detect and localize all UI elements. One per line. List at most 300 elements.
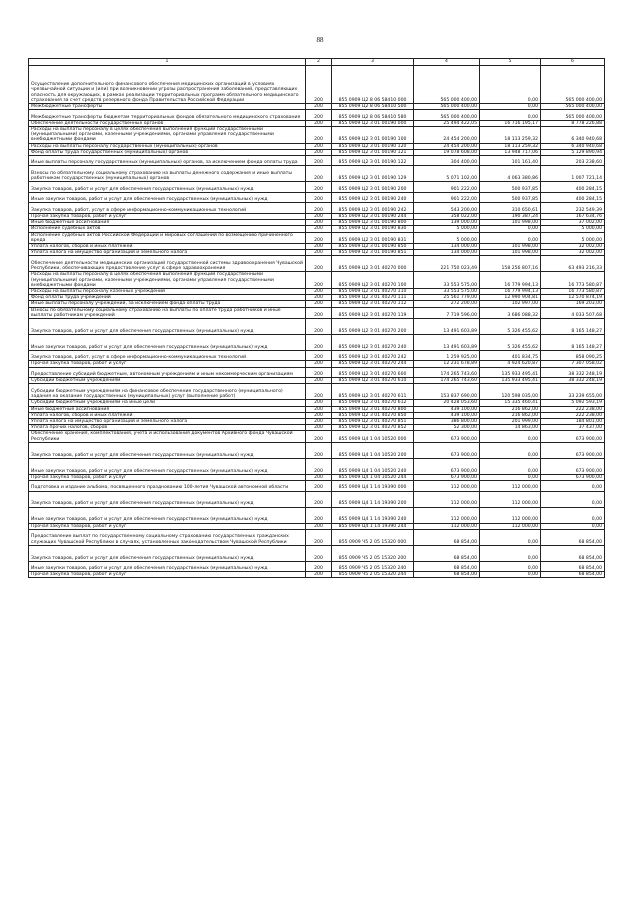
row-approved-amount-cell: 7 719 596,00 <box>414 307 480 318</box>
row-code-cell: 200 <box>306 104 332 110</box>
row-code-cell: 200 <box>306 334 332 350</box>
row-unexecuted-amount-cell: 203 238,60 <box>541 155 605 166</box>
row-executed-amount-cell: 101 998,00 <box>480 250 541 256</box>
row-name-cell: Обеспечение деятельности медицинских организаций государственной системы здравоохранения Чувашской Республики, обеспечивающих предоставление услуг в сфере здравоохранения <box>29 256 306 272</box>
row-executed-amount-cell: 101 998,00 <box>480 220 541 226</box>
row-executed-amount-cell: 401 834,75 <box>480 350 541 361</box>
row-name-cell: Прочая закупка товаров, работ и услуг <box>29 572 306 578</box>
row-name-cell: Предоставление субсидий бюджетным, автономным учреждениям и иным некоммерческим организациям <box>29 367 306 378</box>
row-unexecuted-amount-cell: 6 340 940,68 <box>541 143 605 149</box>
row-executed-amount-cell: 0,00 <box>480 442 541 458</box>
row-executed-amount-cell: 15 335 460,41 <box>480 400 541 406</box>
row-approved-amount-cell: 25 561 779,00 <box>414 295 480 301</box>
row-approved-amount-cell: 25 494 422,05 <box>414 120 480 126</box>
row-name-cell: Прочая закупка товаров, работ и услуг <box>29 213 306 219</box>
row-unexecuted-amount-cell: 400 284,15 <box>541 182 605 193</box>
table-row <box>29 400 605 406</box>
row-executed-amount-cell: 216 862,00 <box>480 406 541 412</box>
table-row <box>29 288 605 294</box>
row-approved-amount-cell: 174 265 743,60 <box>414 367 480 378</box>
row-approved-amount-cell: 24 454 200,00 <box>414 143 480 149</box>
row-classification-code-cell: 855 0909 Ц4 1 04 10520 244 <box>332 474 414 480</box>
row-unexecuted-amount-cell: 6 340 940,68 <box>541 126 605 143</box>
row-classification-code-cell: 855 0909 Ц2 З 01 00190 244 <box>332 213 414 219</box>
row-name-cell: Иные бюджетные ассигнования <box>29 406 306 412</box>
row-code-cell: 200 <box>306 367 332 378</box>
row-classification-code-cell: 855 0909 Ц2 З 01 00190 121 <box>332 149 414 155</box>
row-code-cell: 200 <box>306 361 332 367</box>
table-row <box>29 318 605 334</box>
row-code-cell: 200 <box>306 182 332 193</box>
row-executed-amount-cell: 120 598 035,00 <box>480 384 541 400</box>
row-code-cell: 200 <box>306 474 332 480</box>
row-unexecuted-amount-cell: 16 773 580,87 <box>541 288 605 294</box>
row-code-cell: 200 <box>306 232 332 243</box>
row-name-cell: Иные закупки товаров, работ и услуг для обеспечения государственных (муниципальных) нужд <box>29 561 306 572</box>
row-classification-code-cell: 855 0909 Ц4 1 14 19390 000 <box>332 481 414 492</box>
row-code-cell: 200 <box>306 418 332 424</box>
row-name-cell: Закупка товаров, работ и услуг для обеспечения государственных (муниципальных) нужд <box>29 491 306 507</box>
row-classification-code-cell: 855 0909 Ц2 З 01 40270 111 <box>332 295 414 301</box>
row-name-cell: Иные бюджетные ассигнования <box>29 220 306 226</box>
row-approved-amount-cell: 68 854,00 <box>414 572 480 578</box>
table-body <box>29 66 605 578</box>
row-name-cell: Прочая закупка товаров, работ и услуг <box>29 361 306 367</box>
table-row <box>29 272 605 289</box>
row-name-cell: Прочая закупка товаров, работ и услуг <box>29 523 306 529</box>
row-executed-amount-cell: 0,00 <box>480 104 541 110</box>
table-row <box>29 166 605 182</box>
row-approved-amount-cell: 5 000,00 <box>414 232 480 243</box>
row-unexecuted-amount-cell: 68 854,00 <box>541 529 605 545</box>
row-classification-code-cell: 855 0909 Ц2 З 01 40270 100 <box>332 272 414 289</box>
table-row <box>29 491 605 507</box>
row-code-cell: 200 <box>306 226 332 232</box>
row-unexecuted-amount-cell: 32 002,00 <box>541 250 605 256</box>
row-approved-amount-cell: 673 900,00 <box>414 431 480 442</box>
row-unexecuted-amount-cell: 68 854,00 <box>541 561 605 572</box>
row-approved-amount-cell: 543 200,00 <box>414 203 480 214</box>
table-row <box>29 561 605 572</box>
row-name-cell: Иные закупки товаров, работ и услуг для обеспечения государственных (муниципальных) нужд <box>29 192 306 203</box>
row-code-cell: 200 <box>306 545 332 561</box>
row-code-cell: 200 <box>306 66 332 104</box>
table-header-row <box>29 59 605 66</box>
row-classification-code-cell: 855 0909 Ц2 З 01 00190 100 <box>332 126 414 143</box>
row-approved-amount-cell: 20 428 053,60 <box>414 400 480 406</box>
row-classification-code-cell: 855 0909 Ц2 З 01 00190 242 <box>332 203 414 214</box>
row-approved-amount-cell: 134 000,00 <box>414 250 480 256</box>
row-code-cell: 200 <box>306 378 332 384</box>
row-approved-amount-cell: 33 553 575,00 <box>414 288 480 294</box>
row-classification-code-cell: 855 0909 Ц2 З 01 00190 122 <box>332 155 414 166</box>
row-classification-code-cell: 855 0909 Ц4 1 04 10520 000 <box>332 431 414 442</box>
row-unexecuted-amount-cell: 8 778 226,88 <box>541 120 605 126</box>
row-name-cell: Расходы на выплаты персоналу государственных (муниципальных) органов <box>29 143 306 149</box>
row-approved-amount-cell: 13 491 603,89 <box>414 318 480 334</box>
row-executed-amount-cell: 102 997,00 <box>480 301 541 307</box>
table-row <box>29 203 605 214</box>
row-executed-amount-cell: 216 862,00 <box>480 412 541 418</box>
row-executed-amount-cell: 112 000,00 <box>480 491 541 507</box>
row-unexecuted-amount-cell: 232 549,39 <box>541 203 605 214</box>
row-approved-amount-cell: 112 000,00 <box>414 491 480 507</box>
row-classification-code-cell: 855 0909 Ц2 З 01 00190 120 <box>332 143 414 149</box>
row-approved-amount-cell: 139 000,00 <box>414 220 480 226</box>
row-approved-amount-cell: 68 854,00 <box>414 561 480 572</box>
row-executed-amount-cell: 16 716 195,17 <box>480 120 541 126</box>
table-row <box>29 301 605 307</box>
column-header-2: 2 <box>306 59 332 66</box>
row-classification-code-cell: 855 0909 Ц4 1 14 19390 240 <box>332 507 414 523</box>
table-row <box>29 149 605 155</box>
row-unexecuted-amount-cell: 673 900,00 <box>541 474 605 480</box>
row-executed-amount-cell: 0,00 <box>480 66 541 104</box>
row-code-cell: 200 <box>306 149 332 155</box>
row-name-cell: Иные закупки товаров, работ и услуг для обеспечения государственных (муниципальных) нужд <box>29 507 306 523</box>
row-unexecuted-amount-cell: 5 000,00 <box>541 232 605 243</box>
table-row <box>29 126 605 143</box>
row-classification-code-cell: 855 0909 Ц2 З 01 40270 240 <box>332 334 414 350</box>
row-name-cell: Обеспечение деятельности государственных органов <box>29 120 306 126</box>
row-code-cell: 200 <box>306 442 332 458</box>
row-code-cell: 200 <box>306 481 332 492</box>
row-approved-amount-cell: 5 071 102,00 <box>414 166 480 182</box>
row-approved-amount-cell: 386 800,00 <box>414 418 480 424</box>
row-approved-amount-cell: 112 000,00 <box>414 523 480 529</box>
table-row <box>29 572 605 578</box>
row-executed-amount-cell: 500 937,85 <box>480 182 541 193</box>
row-name-cell: Иные закупки товаров, работ и услуг для обеспечения государственных (муниципальных) нужд <box>29 334 306 350</box>
row-classification-code-cell: 855 0909 Ч5 2 05 15320 200 <box>332 545 414 561</box>
row-unexecuted-amount-cell: 565 000 400,00 <box>541 66 605 104</box>
row-classification-code-cell: 855 0909 Ц2 8 06 58410 500 <box>332 104 414 110</box>
row-classification-code-cell: 855 0909 Ч5 2 05 15320 240 <box>332 561 414 572</box>
row-classification-code-cell: 855 0909 Ц2 З 01 40270 242 <box>332 350 414 361</box>
row-code-cell: 200 <box>306 213 332 219</box>
row-executed-amount-cell: 101 161,40 <box>480 155 541 166</box>
row-executed-amount-cell: 12 990 904,81 <box>480 295 541 301</box>
row-approved-amount-cell: 358 022,00 <box>414 213 480 219</box>
row-name-cell: Исполнение судебных актов <box>29 226 306 232</box>
row-unexecuted-amount-cell: 68 854,00 <box>541 545 605 561</box>
row-code-cell: 200 <box>306 126 332 143</box>
row-classification-code-cell: 855 0909 Ц4 1 14 19390 200 <box>332 491 414 507</box>
row-executed-amount-cell: 135 933 495,41 <box>480 378 541 384</box>
table-row <box>29 507 605 523</box>
row-executed-amount-cell: 112 000,00 <box>480 481 541 492</box>
row-classification-code-cell: 855 0909 Ц2 З 01 40270 851 <box>332 418 414 424</box>
table-row <box>29 250 605 256</box>
row-classification-code-cell: 855 0909 Ц2 З 01 00190 830 <box>332 226 414 232</box>
row-code-cell: 200 <box>306 458 332 474</box>
table-row <box>29 192 605 203</box>
row-name-cell: Уплата налога на имущество организаций и земельного налога <box>29 250 306 256</box>
row-unexecuted-amount-cell: 12 570 874,19 <box>541 295 605 301</box>
row-approved-amount-cell: 565 000 400,00 <box>414 110 480 121</box>
row-name-cell: Исполнение судебных актов Российской Федерации и мировых соглашений по возмещению причиненного вреда <box>29 232 306 243</box>
row-name-cell: Уплата налогов, сборов и иных платежей <box>29 412 306 418</box>
table-row <box>29 418 605 424</box>
row-executed-amount-cell: 4 924 620,87 <box>480 361 541 367</box>
row-executed-amount-cell: 112 000,00 <box>480 507 541 523</box>
row-unexecuted-amount-cell: 32 002,00 <box>541 243 605 249</box>
row-code-cell: 200 <box>306 529 332 545</box>
row-executed-amount-cell: 16 779 994,13 <box>480 288 541 294</box>
row-executed-amount-cell: 18 113 259,32 <box>480 126 541 143</box>
row-name-cell: Иные выплаты персоналу учреждений, за исключением фонда оплаты труда <box>29 301 306 307</box>
row-executed-amount-cell: 201 999,00 <box>480 418 541 424</box>
row-name-cell: Фонд оплаты труда учреждений <box>29 295 306 301</box>
row-executed-amount-cell: 5 326 455,62 <box>480 318 541 334</box>
row-classification-code-cell: 855 0909 Ц2 З 01 40270 000 <box>332 256 414 272</box>
row-name-cell: Взносы по обязательному социальному страхованию на выплаты по оплате труда работников и иные выплаты работникам учреждений <box>29 307 306 318</box>
row-executed-amount-cell: 101 998,00 <box>480 243 541 249</box>
row-classification-code-cell: 855 0909 Ц2 З 01 40270 852 <box>332 425 414 431</box>
row-name-cell: Закупка товаров, работ, услуг в сфере информационно-коммуникационных технологий <box>29 350 306 361</box>
row-executed-amount-cell: 13 948 717,06 <box>480 149 541 155</box>
table-row <box>29 523 605 529</box>
row-code-cell: 200 <box>306 350 332 361</box>
row-approved-amount-cell: 221 750 023,49 <box>414 256 480 272</box>
row-code-cell: 200 <box>306 120 332 126</box>
row-name-cell: Расходы на выплаты персоналу казенных учреждений <box>29 288 306 294</box>
row-executed-amount-cell: 0,00 <box>480 110 541 121</box>
table-row <box>29 110 605 121</box>
row-classification-code-cell: 855 0909 Ц2 З 01 00190 240 <box>332 192 414 203</box>
row-unexecuted-amount-cell: 38 332 248,19 <box>541 367 605 378</box>
row-unexecuted-amount-cell: 0,00 <box>541 491 605 507</box>
row-name-cell: Закупка товаров, работ и услуг для обеспечения государственных (муниципальных) нужд <box>29 318 306 334</box>
row-code-cell: 200 <box>306 491 332 507</box>
table-row <box>29 384 605 400</box>
table-row <box>29 442 605 458</box>
row-unexecuted-amount-cell: 38 332 248,19 <box>541 378 605 384</box>
row-approved-amount-cell: 13 491 603,89 <box>414 334 480 350</box>
row-executed-amount-cell: 0,00 <box>480 232 541 243</box>
table-row <box>29 120 605 126</box>
row-unexecuted-amount-cell: 673 900,00 <box>541 442 605 458</box>
row-classification-code-cell: 855 0909 Ц2 8 06 58410 580 <box>332 110 414 121</box>
row-unexecuted-amount-cell: 167 634,76 <box>541 213 605 219</box>
row-unexecuted-amount-cell: 565 000 400,00 <box>541 104 605 110</box>
row-name-cell: Прочая закупка товаров, работ и услуг <box>29 474 306 480</box>
row-classification-code-cell: 855 0909 Ц2 З 01 40270 610 <box>332 378 414 384</box>
row-classification-code-cell: 855 0909 Ч5 2 05 15320 244 <box>332 572 414 578</box>
row-executed-amount-cell: 0,00 <box>480 561 541 572</box>
row-unexecuted-amount-cell: 1 007 721,14 <box>541 166 605 182</box>
row-executed-amount-cell: 0,00 <box>480 572 541 578</box>
row-classification-code-cell: 855 0909 Ц2 З 01 00190 200 <box>332 182 414 193</box>
row-code-cell: 200 <box>306 523 332 529</box>
row-unexecuted-amount-cell: 16 773 580,87 <box>541 272 605 289</box>
row-approved-amount-cell: 68 854,00 <box>414 545 480 561</box>
row-name-cell: Субсидии бюджетным учреждениям на иные цели <box>29 400 306 406</box>
row-classification-code-cell: 855 0909 Ц2 З 01 40270 112 <box>332 301 414 307</box>
row-classification-code-cell: 855 0909 Ц4 1 14 19390 244 <box>332 523 414 529</box>
row-approved-amount-cell: 174 265 743,60 <box>414 378 480 384</box>
row-executed-amount-cell: 4 063 380,86 <box>480 166 541 182</box>
row-code-cell: 200 <box>306 256 332 272</box>
row-name-cell: Закупка товаров, работ и услуг для обеспечения государственных (муниципальных) нужд <box>29 182 306 193</box>
row-unexecuted-amount-cell: 4 033 507,68 <box>541 307 605 318</box>
row-code-cell: 200 <box>306 192 332 203</box>
row-code-cell: 200 <box>306 155 332 166</box>
row-approved-amount-cell: 112 000,00 <box>414 507 480 523</box>
row-classification-code-cell: 855 0909 Ч5 2 05 15320 000 <box>332 529 414 545</box>
row-classification-code-cell: 855 0909 Ц2 З 01 40270 244 <box>332 361 414 367</box>
table-row <box>29 378 605 384</box>
row-name-cell: Межбюджетные трансферты <box>29 104 306 110</box>
row-classification-code-cell: 855 0909 Ц2 З 01 00190 800 <box>332 220 414 226</box>
row-code-cell: 200 <box>306 143 332 149</box>
row-approved-amount-cell: 673 900,00 <box>414 458 480 474</box>
table-row <box>29 431 605 442</box>
row-name-cell: Взносы по обязательному социальному страхованию на выплаты денежного содержания и иные выплаты работникам государственных (муниципальных) органов <box>29 166 306 182</box>
table-row <box>29 361 605 367</box>
column-header-6: 6 <box>541 59 605 66</box>
row-executed-amount-cell: 14 863,00 <box>480 425 541 431</box>
row-name-cell: Уплата налогов, сборов и иных платежей <box>29 243 306 249</box>
row-approved-amount-cell: 52 300,00 <box>414 425 480 431</box>
table-row <box>29 182 605 193</box>
row-code-cell: 200 <box>306 220 332 226</box>
table-row <box>29 243 605 249</box>
table-row <box>29 155 605 166</box>
table-row <box>29 350 605 361</box>
row-approved-amount-cell: 68 854,00 <box>414 529 480 545</box>
row-approved-amount-cell: 673 900,00 <box>414 442 480 458</box>
row-classification-code-cell: 855 0909 Ц2 8 06 58410 000 <box>332 66 414 104</box>
row-code-cell: 200 <box>306 572 332 578</box>
row-unexecuted-amount-cell: 5 000,00 <box>541 226 605 232</box>
row-executed-amount-cell: 135 933 495,41 <box>480 367 541 378</box>
row-code-cell: 200 <box>306 307 332 318</box>
row-classification-code-cell: 855 0909 Ц2 З 01 40270 600 <box>332 367 414 378</box>
row-classification-code-cell: 855 0909 Ц2 З 01 00190 831 <box>332 232 414 243</box>
row-name-cell: Осуществление дополнительного финансового обеспечения медицинских организаций в условиях чрезвычайной ситуации и (или) при возникновении угрозы распространения заболеваний, представляющих опасность для окружающих, в рамках реализации территориальных программ обязательного медицинского страхования за счет средств резервного фонда Правительства Российской Федерации <box>29 66 306 104</box>
row-classification-code-cell: 855 0909 Ц2 З 01 00190 129 <box>332 166 414 182</box>
row-code-cell: 200 <box>306 295 332 301</box>
row-approved-amount-cell: 673 900,00 <box>414 474 480 480</box>
row-unexecuted-amount-cell: 673 900,00 <box>541 431 605 442</box>
row-name-cell: Иные закупки товаров, работ и услуг для обеспечения государственных (муниципальных) нужд <box>29 458 306 474</box>
row-executed-amount-cell: 500 937,85 <box>480 192 541 203</box>
row-approved-amount-cell: 19 078 608,00 <box>414 149 480 155</box>
row-classification-code-cell: 855 0909 Ц2 З 01 00190 851 <box>332 250 414 256</box>
row-executed-amount-cell: 0,00 <box>480 226 541 232</box>
row-approved-amount-cell: 5 000,00 <box>414 226 480 232</box>
row-approved-amount-cell: 24 454 200,00 <box>414 126 480 143</box>
row-code-cell: 200 <box>306 412 332 418</box>
table-row <box>29 143 605 149</box>
row-approved-amount-cell: 33 553 575,00 <box>414 272 480 289</box>
column-header-1: 1 <box>29 59 306 66</box>
row-code-cell: 200 <box>306 400 332 406</box>
row-executed-amount-cell: 3 686 088,32 <box>480 307 541 318</box>
row-code-cell: 200 <box>306 250 332 256</box>
table-row <box>29 458 605 474</box>
column-header-5: 5 <box>480 59 541 66</box>
row-unexecuted-amount-cell: 0,00 <box>541 481 605 492</box>
row-classification-code-cell: 855 0909 Ц2 З 01 40270 119 <box>332 307 414 318</box>
table-row <box>29 213 605 219</box>
row-code-cell: 200 <box>306 507 332 523</box>
row-approved-amount-cell: 565 000 400,00 <box>414 66 480 104</box>
row-unexecuted-amount-cell: 222 238,00 <box>541 412 605 418</box>
row-unexecuted-amount-cell: 8 165 148,27 <box>541 318 605 334</box>
row-code-cell: 200 <box>306 431 332 442</box>
table-row <box>29 66 605 104</box>
budget-execution-table <box>28 58 605 578</box>
row-unexecuted-amount-cell: 0,00 <box>541 523 605 529</box>
table-row <box>29 367 605 378</box>
row-approved-amount-cell: 304 400,00 <box>414 155 480 166</box>
row-code-cell: 200 <box>306 301 332 307</box>
row-code-cell: 200 <box>306 318 332 334</box>
column-header-3: 3 <box>332 59 414 66</box>
row-classification-code-cell: 855 0909 Ц4 1 04 10520 240 <box>332 458 414 474</box>
row-code-cell: 200 <box>306 561 332 572</box>
row-executed-amount-cell: 190 387,24 <box>480 213 541 219</box>
row-unexecuted-amount-cell: 169 203,00 <box>541 301 605 307</box>
row-executed-amount-cell: 18 113 259,32 <box>480 143 541 149</box>
row-executed-amount-cell: 0,00 <box>480 545 541 561</box>
row-approved-amount-cell: 272 200,00 <box>414 301 480 307</box>
row-name-cell: Субсидии бюджетным учреждениям на финансовое обеспечение государственного (муниципального) задания на оказание государственных (муниципальных) услуг (выполнение работ) <box>29 384 306 400</box>
row-name-cell: Уплата налога на имущество организаций и земельного налога <box>29 418 306 424</box>
row-name-cell: Подготовка и издание альбома, посвященного празднованию 100-летия Чувашской автономной области <box>29 481 306 492</box>
row-name-cell: Расходы на выплаты персоналу в целях обеспечения выполнения функций государственными (муниципальными) органами, казенными учреждениями, органами управления государственными внебюджетными фондами <box>29 272 306 289</box>
row-unexecuted-amount-cell: 400 284,15 <box>541 192 605 203</box>
row-code-cell: 200 <box>306 288 332 294</box>
row-code-cell: 200 <box>306 406 332 412</box>
row-approved-amount-cell: 439 100,00 <box>414 406 480 412</box>
row-classification-code-cell: 855 0909 Ц2 З 01 40270 611 <box>332 384 414 400</box>
row-unexecuted-amount-cell: 68 854,00 <box>541 572 605 578</box>
row-unexecuted-amount-cell: 7 307 058,02 <box>541 361 605 367</box>
row-unexecuted-amount-cell: 673 900,00 <box>541 458 605 474</box>
row-approved-amount-cell: 1 259 925,00 <box>414 350 480 361</box>
row-approved-amount-cell: 12 231 678,89 <box>414 361 480 367</box>
row-unexecuted-amount-cell: 37 002,00 <box>541 220 605 226</box>
row-name-cell: Закупка товаров, работ и услуг для обеспечения государственных (муниципальных) нужд <box>29 545 306 561</box>
row-code-cell: 200 <box>306 243 332 249</box>
row-classification-code-cell: 855 0909 Ц2 З 01 40270 800 <box>332 406 414 412</box>
table-row <box>29 481 605 492</box>
row-executed-amount-cell: 112 000,00 <box>480 523 541 529</box>
row-code-cell: 200 <box>306 166 332 182</box>
table-row <box>29 412 605 418</box>
row-approved-amount-cell: 565 000 400,00 <box>414 104 480 110</box>
row-unexecuted-amount-cell: 5 129 890,94 <box>541 149 605 155</box>
row-executed-amount-cell: 310 650,61 <box>480 203 541 214</box>
row-classification-code-cell: 855 0909 Ц2 З 01 00190 000 <box>332 120 414 126</box>
row-unexecuted-amount-cell: 8 165 148,27 <box>541 334 605 350</box>
row-executed-amount-cell: 5 326 455,62 <box>480 334 541 350</box>
row-classification-code-cell: 855 0909 Ц2 З 01 40270 850 <box>332 412 414 418</box>
row-executed-amount-cell: 0,00 <box>480 529 541 545</box>
row-name-cell: Фонд оплаты труда государственных (муниципальных) органов <box>29 149 306 155</box>
row-executed-amount-cell: 0,00 <box>480 458 541 474</box>
row-executed-amount-cell: 158 256 807,16 <box>480 256 541 272</box>
table-row <box>29 256 605 272</box>
row-unexecuted-amount-cell: 33 239 655,00 <box>541 384 605 400</box>
row-name-cell: Субсидии бюджетным учреждениям <box>29 378 306 384</box>
table-row <box>29 529 605 545</box>
table-row <box>29 307 605 318</box>
row-approved-amount-cell: 901 222,00 <box>414 192 480 203</box>
